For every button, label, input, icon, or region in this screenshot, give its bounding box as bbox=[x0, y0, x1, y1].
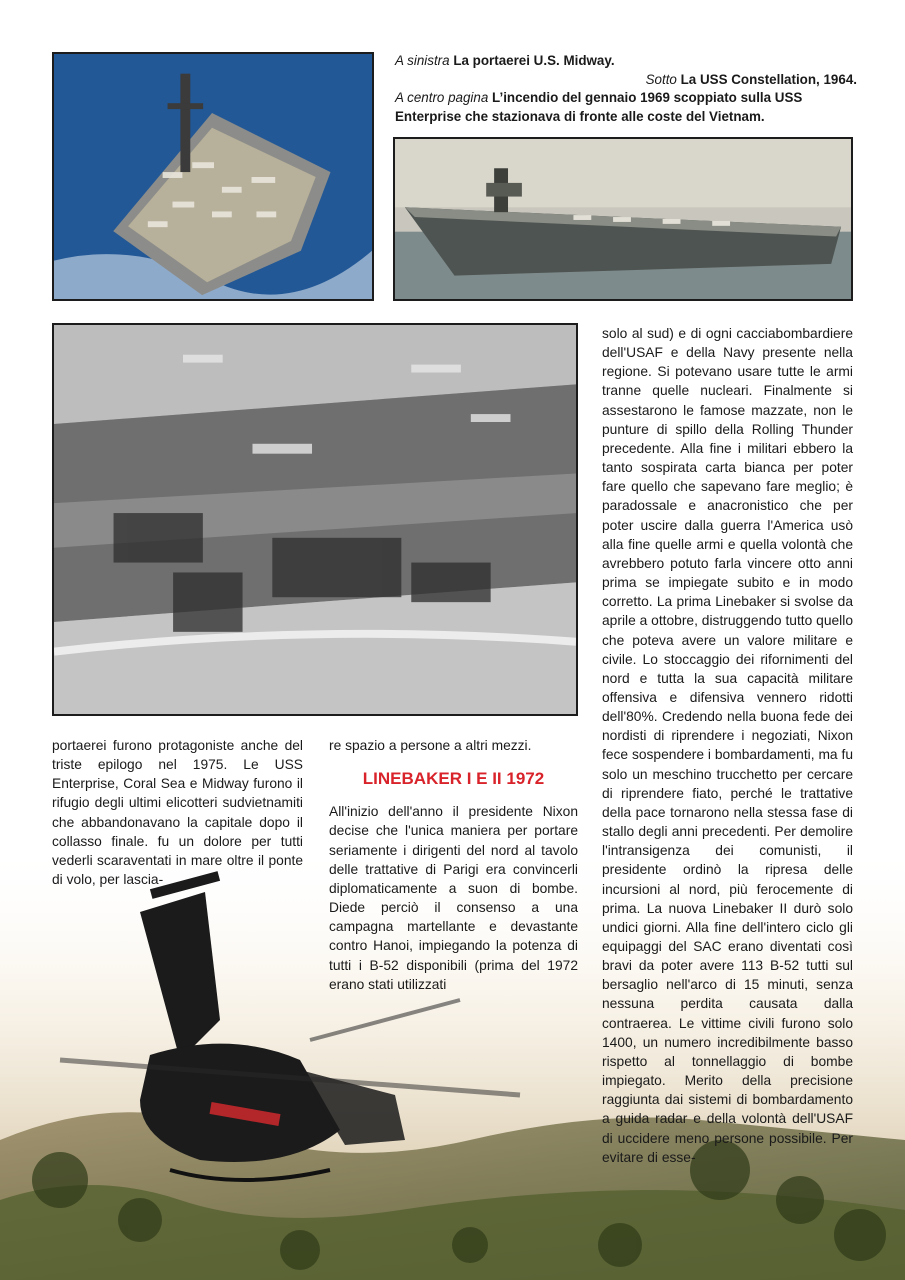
caption-constellation: Sotto La USS Constellation, 1964. bbox=[645, 71, 857, 87]
caption-midway: A sinistra La portaerei U.S. Midway. bbox=[395, 53, 615, 68]
photo-captions bbox=[395, 52, 857, 126]
section-heading: LINEBAKER I E II 1972 bbox=[362, 769, 545, 789]
paragraph: All'inizio dell'anno il presidente Nixon decise che l'unica maniera per portare seriamente i dirigenti del nord al tavolo delle trattative di Parigi era convincerli diplomaticamente a suon di bombe. Diede perciò il consenso a una campagna martellante e devastante contro Hanoi, impiegando la potenza di tutti i B-52 disponibili (prima del 1972 erano stati utilizzati bbox=[329, 804, 578, 992]
paragraph: solo al sud) e di ogni cacciabombardiere dell'USAF e della Navy presente nella regione. Si potevano usare tutte le armi tranne quelle nucleari. Finalmente si assestarono le famose mazzate, non le punture di spillo della Rolling Thunder precedente. Alla fine i militari ebbero la tanto sospirata carta bianca per poter fare quello che sapevano fare meglio; è paradossale e anacronistico che per poter uscire dalla guerra l'America usò alla fine quelle armi e quella volontà che avrebbero potuto farla vincere otto anni prima se impiegate subito e in modo corretto. La prima Linebaker si svolse da aprile a ottobre, distruggendo tutto quello che poteva avere un valore militare e civile. Lo stoccaggio dei rifornimenti del nord e tutta la sua capacità militare offensiva e difensiva vennero ridotti dell'80%. Credendo nella buona fede dei nordisti di riprendere i negoziati, Nixon fece sospendere i bombardamenti, ma fu solo un meschino trucchetto per cercare di riprendere fiato, perché le trattative della pace tornarono nella stessa fase di stallo degli anni precedenti. Per demolire l'intransigenza dei comunisti, il presidente ordinò la ripresa delle incursioni al nord, più ferocemente di prima. La nuova Linebaker II durò solo undici giorni. Alla fine dell'intero ciclo gli equipaggi del SAC erano diventati così bravi da poter avere 113 B-52 tutti sul bersaglio nell'arco di 15 minuti, senza nessuna perdita causata dalla contraerea. Le vittime civili furono solo 1400, un numero incredibilmente basso rispetto al tonnellaggio di bombe impiegato. Merito della precisione raggiunta dai sistemi di bombardamento a guida radar e della volontà dell'USAF di uccidere meno persone possibile. Per evitare di esse- bbox=[602, 326, 853, 1165]
photo-uss-constellation bbox=[393, 137, 853, 301]
caption-enterprise: A centro pagina L’incendio del gennaio 1969 scoppiato sulla USS Enterprise che stazionava di fronte alle coste del Vietnam. bbox=[395, 90, 803, 124]
text-column-right bbox=[602, 324, 853, 1167]
photo-uss-enterprise-fire bbox=[52, 323, 578, 716]
photo-uss-midway bbox=[52, 52, 374, 301]
text-column-left bbox=[52, 736, 303, 889]
paragraph-continuation: re spazio a persone a altri mezzi. bbox=[329, 738, 532, 753]
paragraph: portaerei furono protagoniste anche del triste epilogo nel 1975. Le USS Enterprise, Coral Sea e Midway furono il rifugio degli ultimi elicotteri sudvietnamiti che abbandonavano la capitale dopo il collasso finale. fu un dolore per tutti vederli scaraventati in mare oltre il ponte di volo, per lascia- bbox=[52, 738, 303, 888]
text-column-middle bbox=[329, 736, 578, 994]
